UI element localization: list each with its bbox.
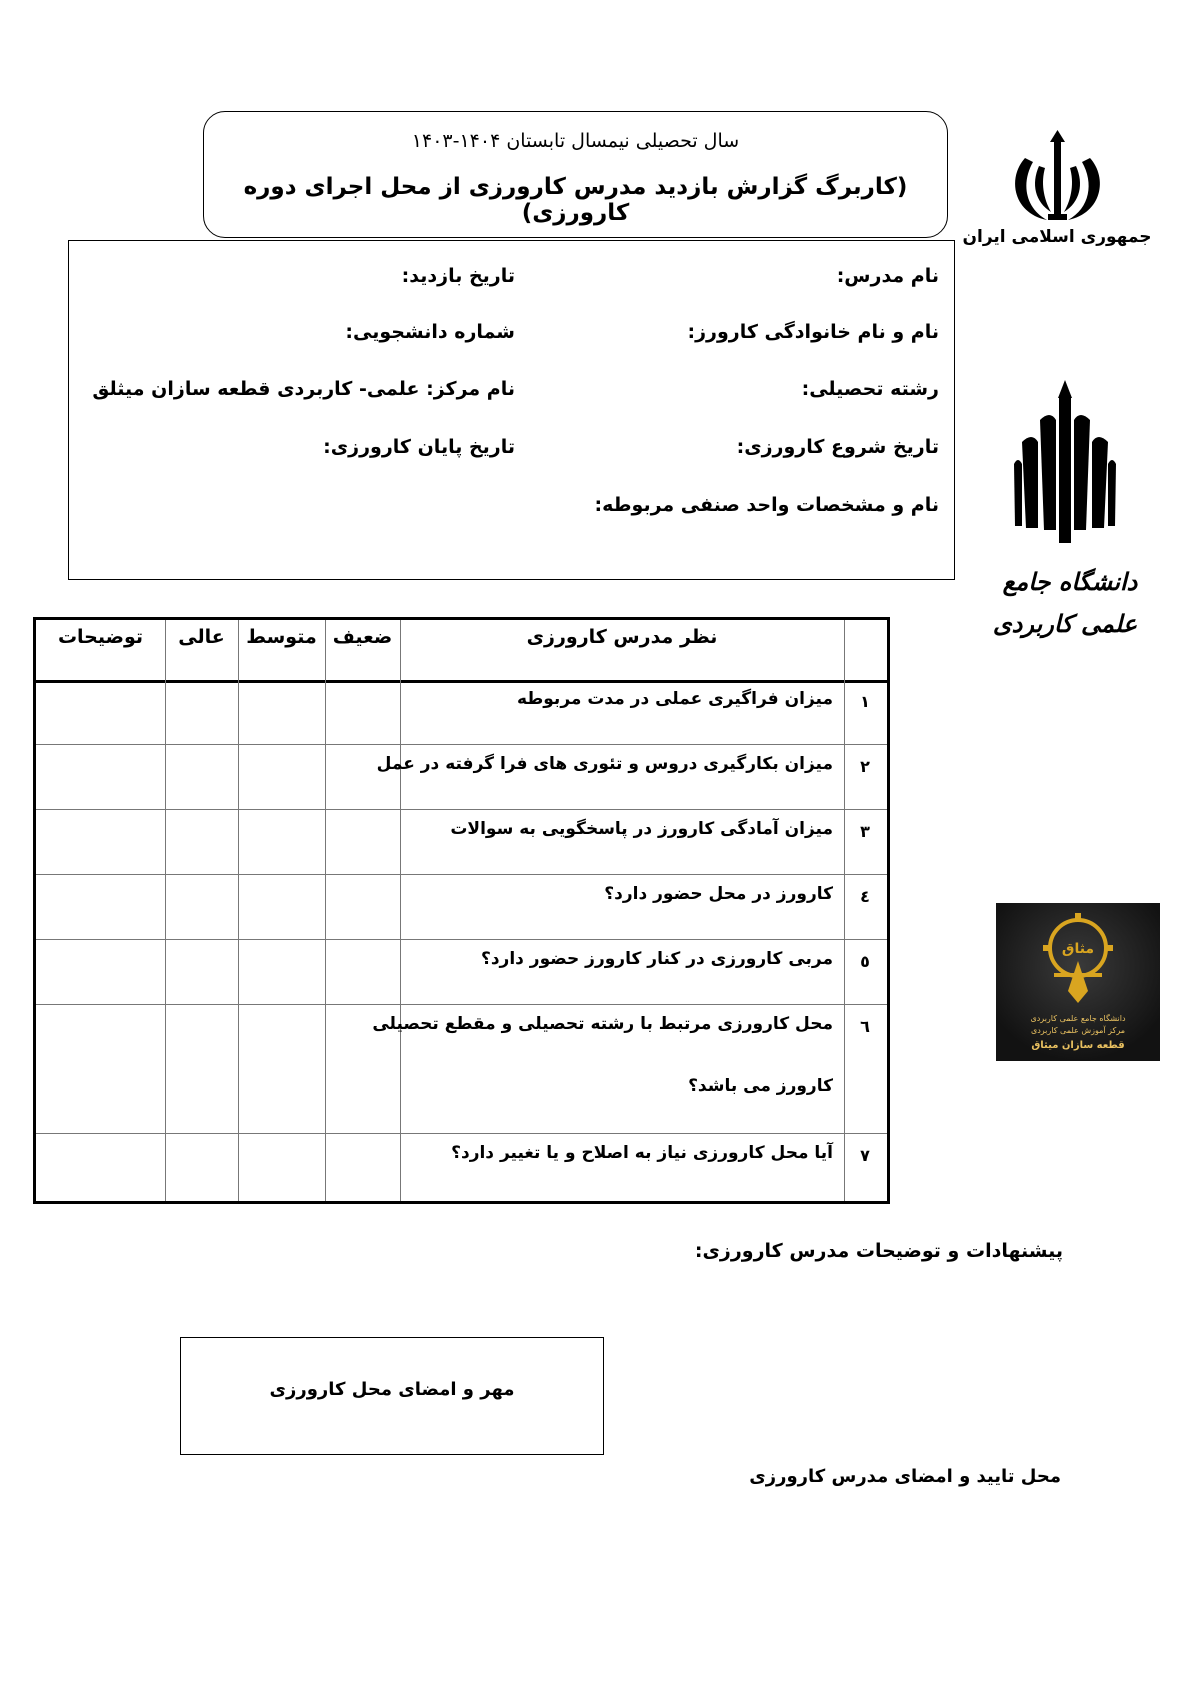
stamp-label: مهر و امضای محل کارورزی	[269, 1379, 515, 1400]
header-notes: توضیحات	[57, 626, 144, 648]
header-average: متوسط	[246, 626, 317, 648]
row-question: محل کارورزی مرتبط با رشته تحصیلی و مقطع تحصیلی	[372, 1014, 833, 1034]
iran-emblem-logo	[962, 128, 1152, 248]
row-question-continued: کارورز می باشد؟	[688, 1076, 833, 1096]
header-weak: ضعیف	[332, 626, 393, 648]
instructor-approval-label: محل تایید و امضای مدرس کارورزی	[749, 1466, 1061, 1487]
university-caption-2: علمی کاربردی	[992, 609, 1138, 638]
info-box	[68, 240, 955, 580]
end-date-field: تاریخ پایان کارورزی:	[323, 436, 515, 458]
instructor-name-field: نام مدرس:	[836, 265, 939, 287]
form-title: (کاربرگ گزارش بازدید مدرس کارورزی از محل اجرای دوره کارورزی)	[243, 174, 908, 226]
row-number: ٥	[860, 952, 870, 971]
row-number: ١	[860, 692, 870, 711]
unit-info-field: نام و مشخصات واحد صنفی مربوطه:	[594, 494, 939, 516]
start-date-field: تاریخ شروع کارورزی:	[736, 436, 939, 458]
row-question: کارورز در محل حضور دارد؟	[604, 884, 833, 904]
suggestions-label: پیشنهادات و توضیحات مدرس کارورزی:	[694, 1240, 1063, 1262]
center-logo-line-1: دانشگاه جامع علمی کاربردی	[1030, 1014, 1126, 1023]
center-logo	[996, 903, 1160, 1061]
row-question: آیا محل کارورزی نیاز به اصلاح و یا تغییر دارد؟	[451, 1143, 833, 1163]
row-number: ٣	[860, 822, 870, 841]
visit-date-field: تاریخ بازدید:	[401, 265, 515, 287]
evaluation-table	[33, 617, 890, 1204]
row-question: میزان بکارگیری دروس و تئوری های فرا گرفته در عمل	[376, 754, 833, 774]
center-logo-line-2: مرکز آموزش علمی کاربردی	[1030, 1026, 1126, 1035]
row-number: ٧	[860, 1146, 870, 1165]
university-caption-1: دانشگاه جامع	[1002, 567, 1138, 596]
svg-text:مثاق: مثاق	[1061, 941, 1095, 957]
header-opinion: نظر مدرس کارورزی	[526, 626, 718, 648]
student-number-field: شماره دانشجویی:	[345, 321, 515, 343]
stamp-box	[180, 1337, 604, 1455]
row-number: ٦	[860, 1017, 870, 1036]
header-box	[203, 111, 948, 238]
center-logo-line-3: قطعه سازان میثاق	[1031, 1040, 1125, 1051]
center-name-field: نام مرکز: علمی- کاربردی قطعه سازان میثلق	[92, 378, 515, 400]
iran-emblem-caption: جمهوری اسلامی ایران	[962, 227, 1152, 247]
row-number: ٢	[860, 757, 870, 776]
field-of-study-field: رشته تحصیلی:	[801, 378, 939, 400]
university-logo	[992, 380, 1138, 665]
trainee-name-field: نام و نام خانوادگی کارورز:	[687, 321, 939, 343]
academic-year: سال تحصیلی نیمسال تابستان ۱۴۰۴-۱۴۰۳	[411, 130, 740, 152]
row-question: میزان فراگیری عملی در مدت مربوطه	[516, 689, 833, 709]
header-excellent: عالی	[178, 626, 225, 648]
row-question: میزان آمادگی کارورز در پاسخگویی به سوالات	[450, 819, 833, 839]
row-question: مربی کارورزی در کنار کارورز حضور دارد؟	[480, 949, 833, 969]
row-number: ٤	[860, 887, 870, 906]
